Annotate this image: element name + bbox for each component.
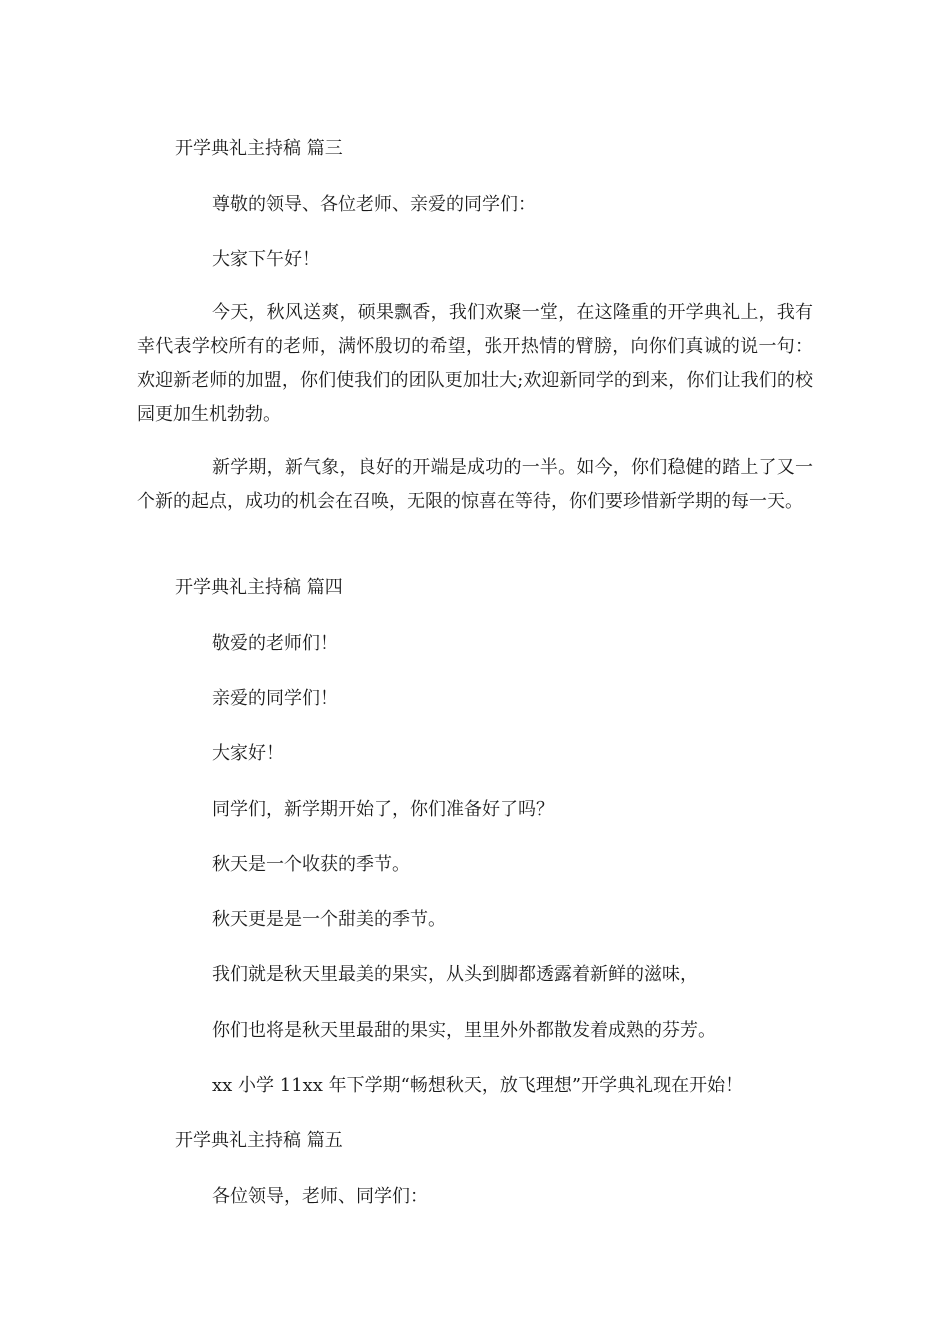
section-4-line: 同学们，新学期开始了，你们准备好了吗？ — [212, 799, 554, 820]
section-4-heading: 开学典礼主持稿 篇四 — [175, 577, 343, 598]
section-3-paragraph-2: 新学期，新气象，良好的开端是成功的一半。如今，你们稳健的踏上了又一个新的起点，成功的机会在召唤，无限的惊喜在等待，你们要珍惜新学期的每一天。 — [137, 457, 813, 512]
section-3-heading: 开学典礼主持稿 篇三 — [175, 138, 343, 159]
section-4-line: 秋天是一个收获的季节。 — [212, 854, 410, 875]
section-3-hello: 大家下午好！ — [212, 249, 320, 270]
section-4-line: 秋天更是是一个甜美的季节。 — [212, 909, 446, 930]
section-5-heading: 开学典礼主持稿 篇五 — [175, 1130, 343, 1151]
section-3-paragraph-1: 今天，秋风送爽，硕果飘香，我们欢聚一堂，在这隆重的开学典礼上，我有幸代表学校所有的老师，满怀殷切的希望，张开热情的臂膀，向你们真诚的说一句：欢迎新老师的加盟，你们使我们的团队更加壮大;欢迎新同学的到来，你们让我们的校园更加生机勃勃。 — [137, 302, 813, 425]
section-3-greeting: 尊敬的领导、各位老师、亲爱的同学们： — [212, 194, 536, 215]
section-4-line: 亲爱的同学们！ — [212, 688, 338, 709]
section-4-line: 你们也将是秋天里最甜的果实，里里外外都散发着成熟的芬芳。 — [212, 1020, 716, 1041]
section-4-line: 大家好！ — [212, 743, 284, 764]
section-5-greeting: 各位领导，老师、同学们： — [212, 1186, 428, 1207]
section-4-line: 我们就是秋天里最美的果实，从头到脚都透露着新鲜的滋味， — [212, 964, 698, 985]
section-4-line: 敬爱的老师们！ — [212, 633, 338, 654]
section-4-line: xx 小学 11xx 年下学期“畅想秋天，放飞理想”开学典礼现在开始！ — [212, 1075, 744, 1096]
